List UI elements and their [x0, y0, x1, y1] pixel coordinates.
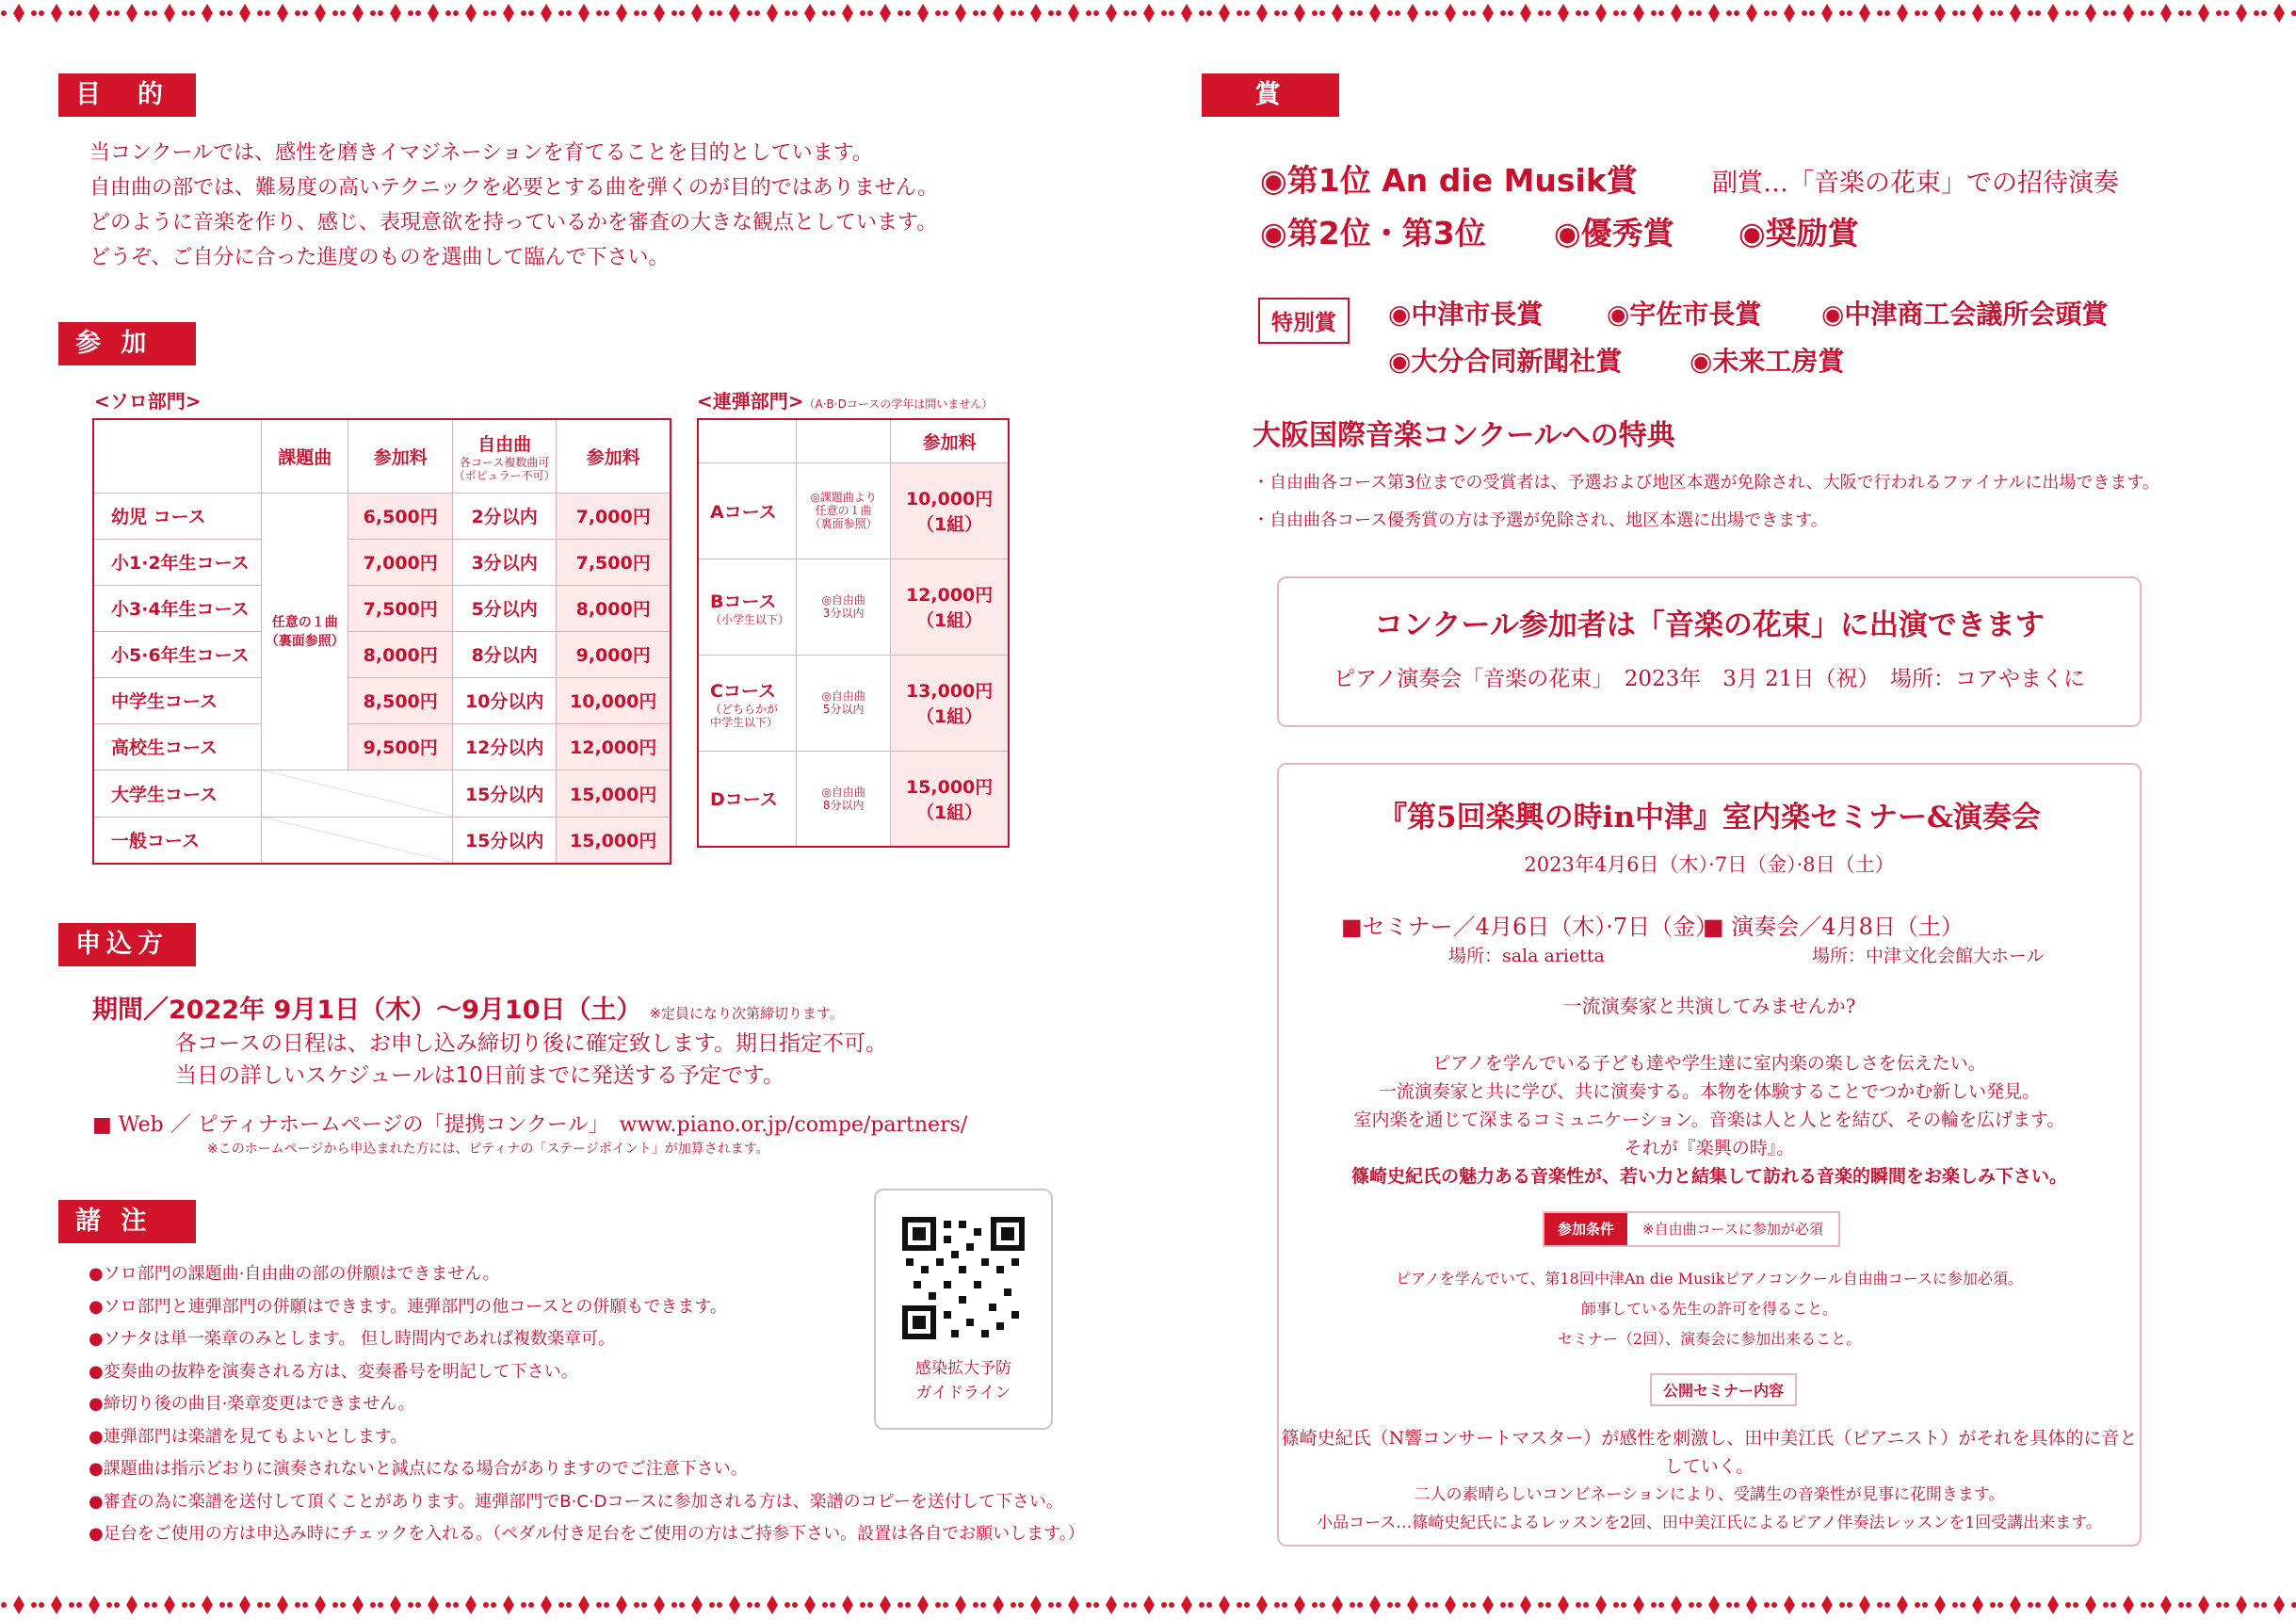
hanataba-detail: ピアノ演奏会「音楽の花束」 2023年 3月 21日（祝） 場所：コアやまくに [1334, 667, 2085, 691]
list-item: ●審査の為に楽譜を送付して頂くことがあります。連弾部門でB·C·Dコースに参加される方は、楽譜のコピーを送付して下さい。 [89, 1491, 1063, 1512]
qr-card[interactable] [874, 1189, 1053, 1430]
table-row: 小1·2年生コース 7,000円 3分以内 7,500円 [93, 539, 671, 585]
table-row: Dコース ◎自由曲 8分以内 15,000円 （1組） [698, 751, 1009, 847]
table-row: 大学生コース 15分以内 15,000円 [93, 770, 671, 817]
table-row: 小5·6年生コース 8,000円 8分以内 9,000円 [93, 631, 671, 677]
table-row: 中学生コース 8,500円 10分以内 10,000円 [93, 677, 671, 723]
seminar-dates: 2023年4月6日（木）·7日（金）·8日（土） [1524, 853, 1895, 876]
list-item: ●連弾部門は楽譜を見てもよいとします。 [89, 1426, 408, 1447]
seminar-body: ピアノを学んでいる子ども達や学生達に室内楽の楽しさを伝えたい。 一流演奏家と共に学び、共に演奏する。本物を体験することでつかむ新しい発見。 室内楽を通じて深まるコミュニケーション。音楽は人と人とを結び、その輪を広げます。 それが『楽興の時』。 篠崎史紀氏の魅力ある音楽性が、若い力と結集して訪れる音楽的瞬間をお楽しみ下さい。 [1350, 1053, 2067, 1187]
table-row: Aコース ◎課題曲より 任意の１曲 （裏面参照） 10,000円 （1組） [698, 462, 1009, 559]
table-row: 幼児 コース 任意の１曲 （裏面参照） 6,500円 2分以内 7,000円 [93, 493, 671, 539]
apply-period: 期間／2022年 9月1日（木）〜9月10日（土） ※定員になり次第締切ります。 [92, 996, 844, 1025]
concert-schedule: ■ 演奏会／4月8日（土） [1703, 914, 1964, 940]
seminar-title: 『第5回楽興の時in中津』室内楽セミナー&演奏会 [1378, 801, 2041, 834]
apply-web-note: ※このホームページから申込まれた方には、ピティナの「ステージポイント」が加算されます。 [207, 1142, 769, 1157]
list-item: ●足台をご使用の方は申込み時にチェックを入れる。（ペダル付き足台をご使用の方はご持参下さい。設置は各自でお願いします。） [89, 1524, 1085, 1544]
table-row: Cコース （どちらかが中学生以下） ◎自由曲 5分以内 13,000円 （1組） [698, 655, 1009, 751]
prizes-heading: 賞 [1202, 73, 1339, 117]
prize-second-third: ◉第2位・第3位 [1260, 215, 1486, 251]
prize-excellent: ◉優秀賞 [1554, 215, 1674, 251]
special-prize-label: 特別賞 [1258, 298, 1350, 344]
duo-fee-table: 参加料 Aコース ◎課題曲より 任意の１曲 （裏面参照） 10,000円 （1組） Bコース （小学生以下） ◎自由曲 3分以内 12,000円 （1組） Cコース （どちらかが中学生以下） ◎自由曲 5分以内 13,000円 （1組） Dコース ◎自由曲 8分以内 15,000円 （1組） [697, 418, 1010, 848]
bottom-pattern-border [0, 1592, 2296, 1620]
fees-heading: 参 加 料 [58, 322, 196, 365]
qr-code-icon[interactable] [902, 1217, 1025, 1339]
list-item: ●ソロ部門と連弾部門の併願はできます。連弾部門の他コースとの併願もできます。 [89, 1296, 727, 1317]
apply-line2: 当日の詳しいスケジュールは10日前までに発送する予定です。 [175, 1063, 785, 1088]
osaka-title: 大阪国際音楽コンクールへの特典 [1253, 419, 1675, 452]
open-seminar-badge: 公開セミナー内容 [1650, 1373, 1797, 1406]
osaka-line1: ・自由曲各コース第3位までの受賞者は、予選および地区本選が免除され、大阪で行われるファイナルに出場できます。 [1253, 473, 2159, 493]
table-row: Bコース （小学生以下） ◎自由曲 3分以内 12,000円 （1組） [698, 559, 1009, 655]
list-item: ●締切り後の曲目·楽章変更はできません。 [89, 1394, 415, 1414]
apply-line1: 各コースの日程は、お申し込み締切り後に確定致します。期日指定不可。 [175, 1031, 888, 1056]
duo-label: <連弾部門>（A·B·Dコースの学年は問いません） [697, 390, 994, 413]
special-prize-4: ◉大分合同新聞社賞 [1388, 346, 1623, 377]
solo-label: <ソロ部門> [94, 390, 202, 413]
list-item: ●ソナタは単一楽章のみとします。 但し時間内であれば複数楽章可。 [89, 1329, 616, 1349]
prize-first: ◉第1位 An die Musik賞 [1260, 162, 1638, 199]
apply-heading: 申込方法 [58, 923, 196, 966]
purpose-text: 当コンクールでは、感性を磨きイマジネーションを育てることを目的としています。 自由曲の部では、難易度の高いテクニックを必要とする曲を弾くのが目的ではありません。 どのように音楽を作り、感じ、表現意欲を持っているかを審査の大きな観点としています。 どうぞ、ご自分に合った進度のものを選曲して臨んで下さい。 [89, 141, 939, 269]
top-pattern-border [0, 0, 2296, 28]
list-item: ●課題曲は指示どおりに演奏されないと減点になる場合がありますのでご注意下さい。 [89, 1459, 748, 1479]
special-prize-3: ◉中津商工会議所会頭賞 [1821, 299, 2109, 330]
seminar-place: 場所：sala arietta [1448, 946, 1605, 966]
special-prize-1: ◉中津市長賞 [1388, 299, 1544, 330]
list-item: ●変奏曲の抜粋を演奏される方は、変奏番号を明記して下さい。 [89, 1361, 578, 1382]
hanataba-box [1277, 576, 2142, 727]
prize-encourage: ◉奨励賞 [1738, 215, 1859, 251]
seminar-box [1277, 763, 2142, 1547]
concert-place: 場所：中津文化会館大ホール [1812, 946, 2045, 966]
special-prize-5: ◉未来工房賞 [1690, 346, 1845, 377]
table-row: 一般コース 15分以内 15,000円 [93, 817, 671, 864]
table-row: 小3·4年生コース 7,500円 5分以内 8,000円 [93, 585, 671, 631]
special-prize-2: ◉宇佐市長賞 [1607, 299, 1762, 330]
condition-lines: ピアノを学んでいて、第18回中津An die Musikピアノコンクール自由曲コースに参加必須。 師事している先生の許可を得ること。 セミナー（2回）、演奏会に参加出来ること。 [1396, 1270, 2023, 1348]
apply-web-link[interactable]: ■ Web ／ ピティナホームページの「提携コンクール」 www.piano.or.jp/compe/partners/ [92, 1113, 968, 1137]
open-seminar-lines: 篠崎史紀氏（N響コンサートマスター）が感性を刺激し、田中美江氏（ピアニスト）がそれを具体的に音としていく。 二人の素晴らしいコンビネーションにより、受講生の音楽性が見事に花開きます。 小品コース…篠崎史紀氏によるレッスンを2回、田中美江氏によるピアノ伴奏法レッスンを1回受講出来ます。 [1281, 1428, 2138, 1532]
list-item: ●ソロ部門の課題曲·自由曲の部の併願はできません。 [89, 1264, 500, 1284]
purpose-heading: 目 的 [58, 73, 196, 117]
seminar-catch: 一流演奏家と共演してみませんか? [1562, 995, 1856, 1017]
table-row: 高校生コース 9,500円 12分以内 12,000円 [93, 723, 671, 770]
prize-first-sub: 副賞…「音楽の花束」での招待演奏 [1712, 169, 2119, 198]
solo-fee-table: 課題曲 参加料 自由曲 各コース複数曲可 （ポピュラー不可） 参加料 幼児 コース 任意の１曲 （裏面参照） 6,500円 2分以内 7,000円 小1·2年生コース 7,000円 3分以内 7,500円 小3·4年生コース 7,500円 5分以内 8,000円 小5·6年生コース 8,000円 8分以内 9,000円 中学生コース 8,500円 10分以内 10,000円 高校生コース 9,500円 12分以内 12,000円 大学生コース 15分以内 15,000円 一般コース 15分以内 15,000円 [92, 418, 671, 865]
notes-heading: 諸 注 意 [58, 1200, 196, 1243]
hanataba-title: コンクール参加者は「音楽の花束」に出演できます [1374, 608, 2045, 642]
osaka-line2: ・自由曲各コース優秀賞の方は予選が免除され、地区本選に出場できます。 [1253, 510, 1828, 530]
qr-caption: 感染拡大予防 ガイドライン [915, 1359, 1011, 1402]
condition-badge: 参加条件 ※自由曲コースに参加が必須 [1543, 1211, 1840, 1247]
seminar-schedule: ■セミナー／4月6日（木）·7日（金） [1341, 914, 1719, 940]
